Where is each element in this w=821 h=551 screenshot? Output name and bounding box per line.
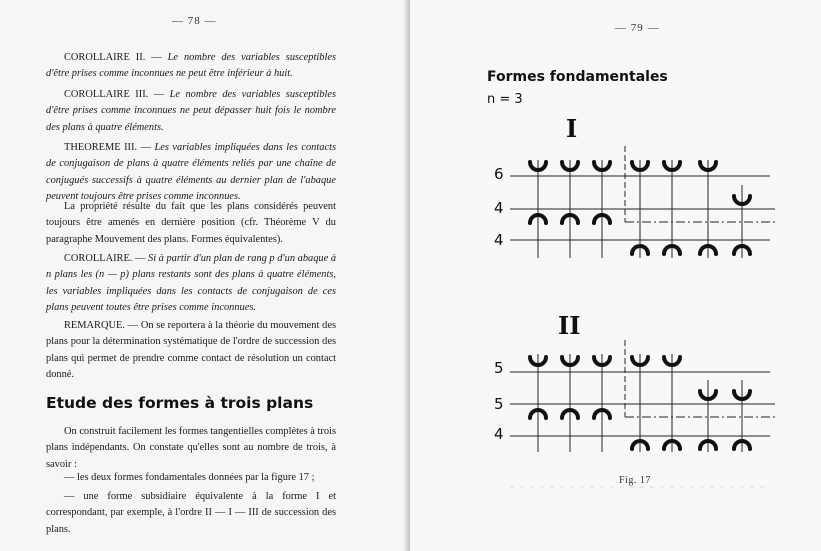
corollary-3-paragraph <box>46 87 336 136</box>
form-2-row-1-label: 5 <box>494 359 504 377</box>
section-intro-paragraph: On construit facilement les formes tangentielles complètes à trois plans indépendants. On constate qu'elles sont au nombre de trois, à savoir : <box>46 426 336 470</box>
corollary-2-text: Le nombre des variables susceptibles d'être prises comme inconnues ne peut être inférieur à huit. <box>46 52 336 80</box>
theorem-3-text: Les variables impliquées dans les contacts de conjugaison de plans à quatre éléments reliés par une chaîne de conjugués successifs à quatre éléments au dernier plan de l'abaque peuvent toujours être prises comme inconnues. <box>46 142 336 203</box>
forms-diagram <box>410 0 821 551</box>
form-1-label: I <box>566 114 578 143</box>
corollary-text: Si à partir d'un plan de rang p d'un abaque à n plans les (n — p) plans restants sont des plans à quatre éléments, les variables impliquées dans les contacts de conjugaison de ces plans peuvent toutes être prises comme inconnues. <box>46 253 337 314</box>
section-heading: Etude des formes à trois plans <box>46 394 314 412</box>
page-number: — 79 — <box>615 22 660 34</box>
corollary-2-paragraph <box>46 50 336 83</box>
n-label: n = 3 <box>487 92 523 107</box>
corollary-2-lead: COROLLAIRE II. — <box>64 52 168 63</box>
right-page <box>410 0 821 551</box>
section-item-1: — les deux formes fondamentales données par la figure 17 ; <box>64 472 315 483</box>
form-1-row-2-label: 4 <box>494 199 504 217</box>
page-number: — 78 — <box>172 15 217 27</box>
figure-caption: Fig. 17 <box>619 475 651 486</box>
form-2-row-3-label: 4 <box>494 425 504 443</box>
corollary-3-lead: COROLLAIRE III. — <box>64 89 170 100</box>
remark-text: On se reportera à la théorie du mouvement des plans pour la détermination systématique de l'ordre de succession des plans qui permet de prendre comme contact de résolution un contact donné. <box>46 320 336 381</box>
corollary-lead: COROLLAIRE. — <box>64 253 148 264</box>
left-page <box>0 0 410 551</box>
theorem-3-paragraph <box>46 140 336 206</box>
figure-title: Formes fondamentales <box>487 69 668 85</box>
form-2-row-2-label: 5 <box>494 395 504 413</box>
remark-lead: REMARQUE. — <box>64 320 141 331</box>
form-1-row-3-label: 4 <box>494 231 504 249</box>
form-2-label: II <box>558 311 581 340</box>
theorem-3-lead: THEOREME III. — <box>64 142 155 153</box>
remark-paragraph <box>46 318 336 384</box>
section-item-2: — une forme subsidiaire équivalente à la forme I et correspondant, par exemple, à l'ordre II — I — III de succession des plans. <box>46 491 336 535</box>
property-paragraph: La propriété résulte du fait que les plans considérés peuvent toujours être amenés en dernière position (cfr. Théorème V du paragraphe Mouvement des plans. Formes équivalentes). <box>46 201 336 245</box>
corollary-paragraph <box>46 251 336 317</box>
form-1-row-1-label: 6 <box>494 165 504 183</box>
corollary-3-text: Le nombre des variables susceptibles d'être prises comme inconnues ne peut dépasser huit fois le nombre des plans à quatre éléments. <box>46 89 337 133</box>
